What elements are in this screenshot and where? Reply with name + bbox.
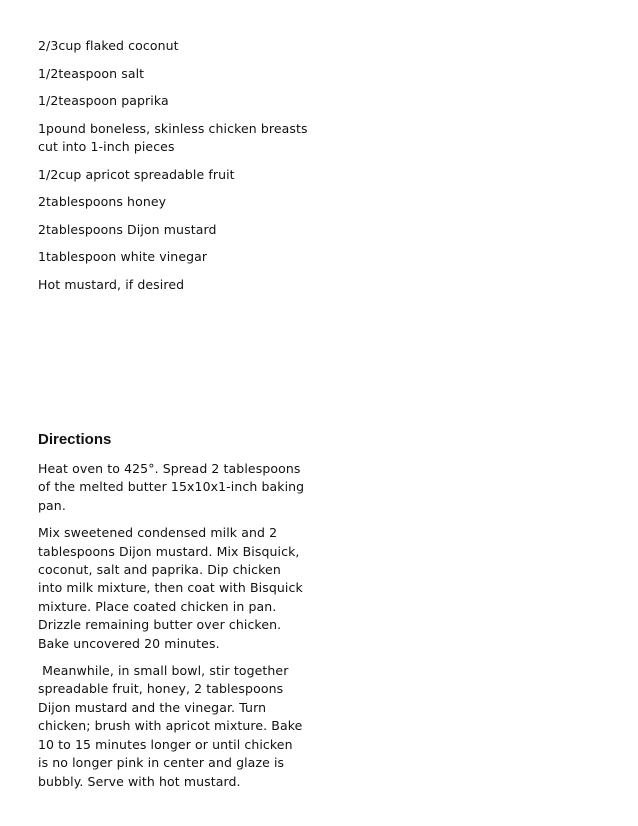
ingredient-item: 1/2cup apricot spreadable fruit [38,166,235,182]
directions-heading: Directions [38,431,112,448]
ingredient-list [38,37,308,303]
direction-step: Mix sweetened condensed milk and 2 tablespoons Dijon mustard. Mix Bisquick, coconut, salt and paprika. Dip chicken into milk mixture, then coat with Bisquick mixture. Place coated chicken in pan. Drizzle remaining butter over chicken. Bake uncovered 20 minutes. [38,525,303,651]
ingredient-item: 1/2teaspoon salt [38,65,145,81]
direction-step: Heat oven to 425°. Spread 2 tablespoons of the melted butter 15x10x1-inch baking pan. [38,461,305,513]
ingredient-item: 1tablespoon white vinegar [38,249,208,264]
directions-section [38,430,306,800]
ingredient-item: 1pound boneless, skinless chicken breasts cut into 1-inch pieces [38,120,308,154]
ingredient-item: 2/3cup flaked coconut [38,38,179,53]
ingredient-item: Hot mustard, if desired [38,276,185,292]
ingredient-item: 2tablespoons Dijon mustard [38,221,217,237]
direction-step: Meanwhile, in small bowl, stir together spreadable fruit, honey, 2 tablespoons Dijon mustard and the vinegar. Turn chicken; brush with apricot mixture. Bake 10 to 15 minutes longer or until chicken is no longer pink in center and glaze is bubbly. Serve with hot mustard. [38,663,307,789]
ingredient-item: 2tablespoons honey [38,194,167,209]
ingredient-item: 1/2teaspoon paprika [38,93,169,108]
